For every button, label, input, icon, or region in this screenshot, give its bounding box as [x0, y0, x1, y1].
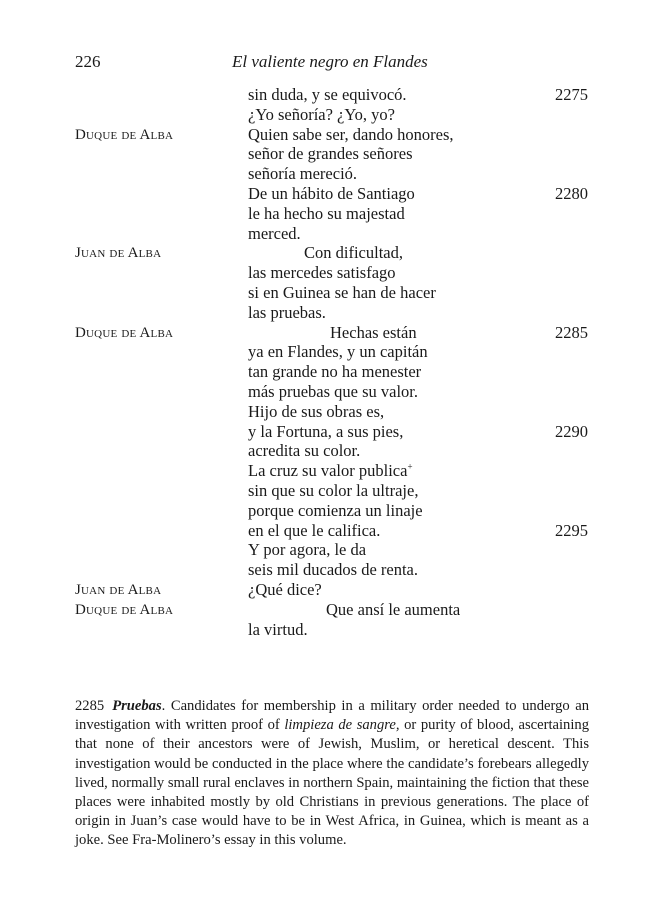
verse-line: [0, 362, 650, 382]
running-title: El valiente negro en Flandes: [232, 52, 428, 71]
verse-line: [0, 323, 650, 343]
verse-text-content: Hijo de sus obras es,: [248, 401, 385, 421]
speaker-name: Duque de Alba: [75, 601, 174, 618]
footnote: [75, 697, 589, 851]
verse-text-content: sin duda, y se equivocó.: [248, 85, 407, 104]
speaker-name: Juan de Alba: [75, 581, 162, 598]
verse-line: [0, 164, 650, 184]
verse-line: [0, 184, 650, 204]
footnote-keyword: Pruebas: [112, 698, 162, 714]
verse-text: [248, 204, 405, 224]
verse-text: [248, 164, 357, 184]
verse-text: [248, 580, 322, 600]
verse-text-content: De un hábito de Santiago: [248, 183, 415, 203]
verse-text-content: la virtud.: [248, 619, 308, 639]
verse-line: [0, 501, 650, 521]
line-number: 2290: [555, 421, 588, 441]
verse-text-content: porque comienza un linaje: [248, 500, 423, 520]
line-number: 2285: [555, 322, 588, 342]
verse-line: [0, 263, 650, 283]
verse-text: [248, 521, 380, 541]
verse-line: [0, 600, 650, 620]
verse-text: [248, 441, 360, 461]
verse-text-content: Y por agora, le da: [248, 540, 367, 560]
verse-text-content: las mercedes satisfago: [248, 263, 396, 283]
verse-line: [0, 461, 650, 481]
verse-text: [248, 184, 415, 204]
verse-text-content: en el que le califica.: [248, 520, 381, 540]
verse-text: [248, 144, 412, 164]
page-number: 226: [75, 52, 101, 71]
verse-text-content: Hechas están: [330, 322, 417, 342]
verse-text-content: Con dificultad,: [304, 243, 403, 263]
footnote-text-a: . Candidates for membership in a military order needed to undergo an investigation with written proof of: [75, 698, 589, 734]
footnote-text-b: or purity of blood, ascertaining that none of their ancestors were of Jewish, Muslim, or heretical descent. This investigation would be conducted in the place where the candidate’s forebears allegedly lived, normally small rural enclaves in northern Spain, maintaining the fiction that these places were inhabited mostly by old Christians in previous generations. The place of origin in Juan’s case would have to be in West Africa, in Guinea, which is meant as a joke. See Fra-Molinero’s essay in this volume.: [75, 717, 589, 849]
verse-text: [248, 263, 396, 283]
verse-text-content: si en Guinea se han de hacer: [248, 282, 436, 302]
verse-text-content: le ha hecho su majestad: [248, 203, 405, 223]
verse-text-content: las pruebas.: [248, 302, 326, 322]
verse-line: [0, 422, 650, 442]
verse-line: [0, 580, 650, 600]
verse-text-content: La cruz su valor publica: [248, 461, 408, 481]
speaker-name: Juan de Alba: [75, 245, 162, 262]
verse-line: [0, 85, 650, 105]
line-number: 2275: [555, 85, 588, 104]
verse-text: [248, 501, 423, 521]
verse-text-content: ¿Yo señoría? ¿Yo, yo?: [248, 104, 395, 124]
verse-text: [248, 342, 428, 362]
verse-text-content: acredita su color.: [248, 441, 361, 461]
verse-line: [0, 540, 650, 560]
verse-text: [248, 105, 395, 125]
verse-line: [0, 125, 650, 145]
verse-line: [0, 560, 650, 580]
verse-text-content: y la Fortuna, a sus pies,: [248, 421, 404, 441]
verse-line: [0, 382, 650, 402]
verse-text: [248, 283, 436, 303]
verse-text: [248, 382, 418, 402]
verse-text-content: señor de grandes señores: [248, 144, 413, 164]
verse-text-content: Quien sabe ser, dando honores,: [248, 124, 454, 144]
verse-block: [0, 85, 650, 639]
note-marker: +: [407, 461, 413, 472]
verse-text: [248, 362, 421, 382]
verse-text-content: ya en Flandes, y un capitán: [248, 342, 428, 362]
verse-text: [248, 125, 454, 145]
verse-text: [326, 600, 460, 620]
verse-line: [0, 303, 650, 323]
verse-text: [248, 224, 301, 244]
verse-text: [248, 422, 403, 442]
verse-text: [248, 85, 407, 105]
verse-line: [0, 620, 650, 640]
verse-line: [0, 204, 650, 224]
verse-text-content: ¿Qué dice?: [248, 579, 322, 599]
verse-line: [0, 521, 650, 541]
verse-text: [248, 303, 326, 323]
verse-text: [248, 560, 418, 580]
verse-line: [0, 481, 650, 501]
verse-text: [248, 402, 384, 422]
verse-line: [0, 224, 650, 244]
speaker-name: Duque de Alba: [75, 324, 174, 341]
verse-text-content: Que ansí le aumenta: [326, 599, 461, 619]
verse-text-content: tan grande no ha menester: [248, 362, 422, 382]
verse-line: [0, 243, 650, 263]
speaker-name: Duque de Alba: [75, 126, 174, 143]
footnote-italic-phrase: limpieza de sangre,: [284, 717, 400, 734]
footnote-line-number: 2285: [75, 698, 105, 714]
verse-text: [248, 620, 308, 640]
verse-text-content: señoría mereció.: [248, 164, 358, 184]
line-number: 2280: [555, 183, 588, 203]
verse-text: [248, 540, 366, 560]
verse-text-content: sin que su color la ultraje,: [248, 480, 419, 500]
verse-text: [248, 481, 418, 501]
verse-line: [0, 402, 650, 422]
verse-line: [0, 283, 650, 303]
verse-text: [304, 243, 403, 263]
verse-text: [248, 461, 413, 481]
verse-text-content: seis mil ducados de renta.: [248, 560, 418, 580]
verse-line: [0, 105, 650, 125]
verse-text: [330, 323, 417, 343]
verse-text-content: más pruebas que su valor.: [248, 381, 419, 401]
verse-text-content: merced.: [248, 223, 301, 243]
verse-line: [0, 144, 650, 164]
line-number: 2295: [555, 520, 588, 540]
verse-line: [0, 441, 650, 461]
verse-line: [0, 342, 650, 362]
